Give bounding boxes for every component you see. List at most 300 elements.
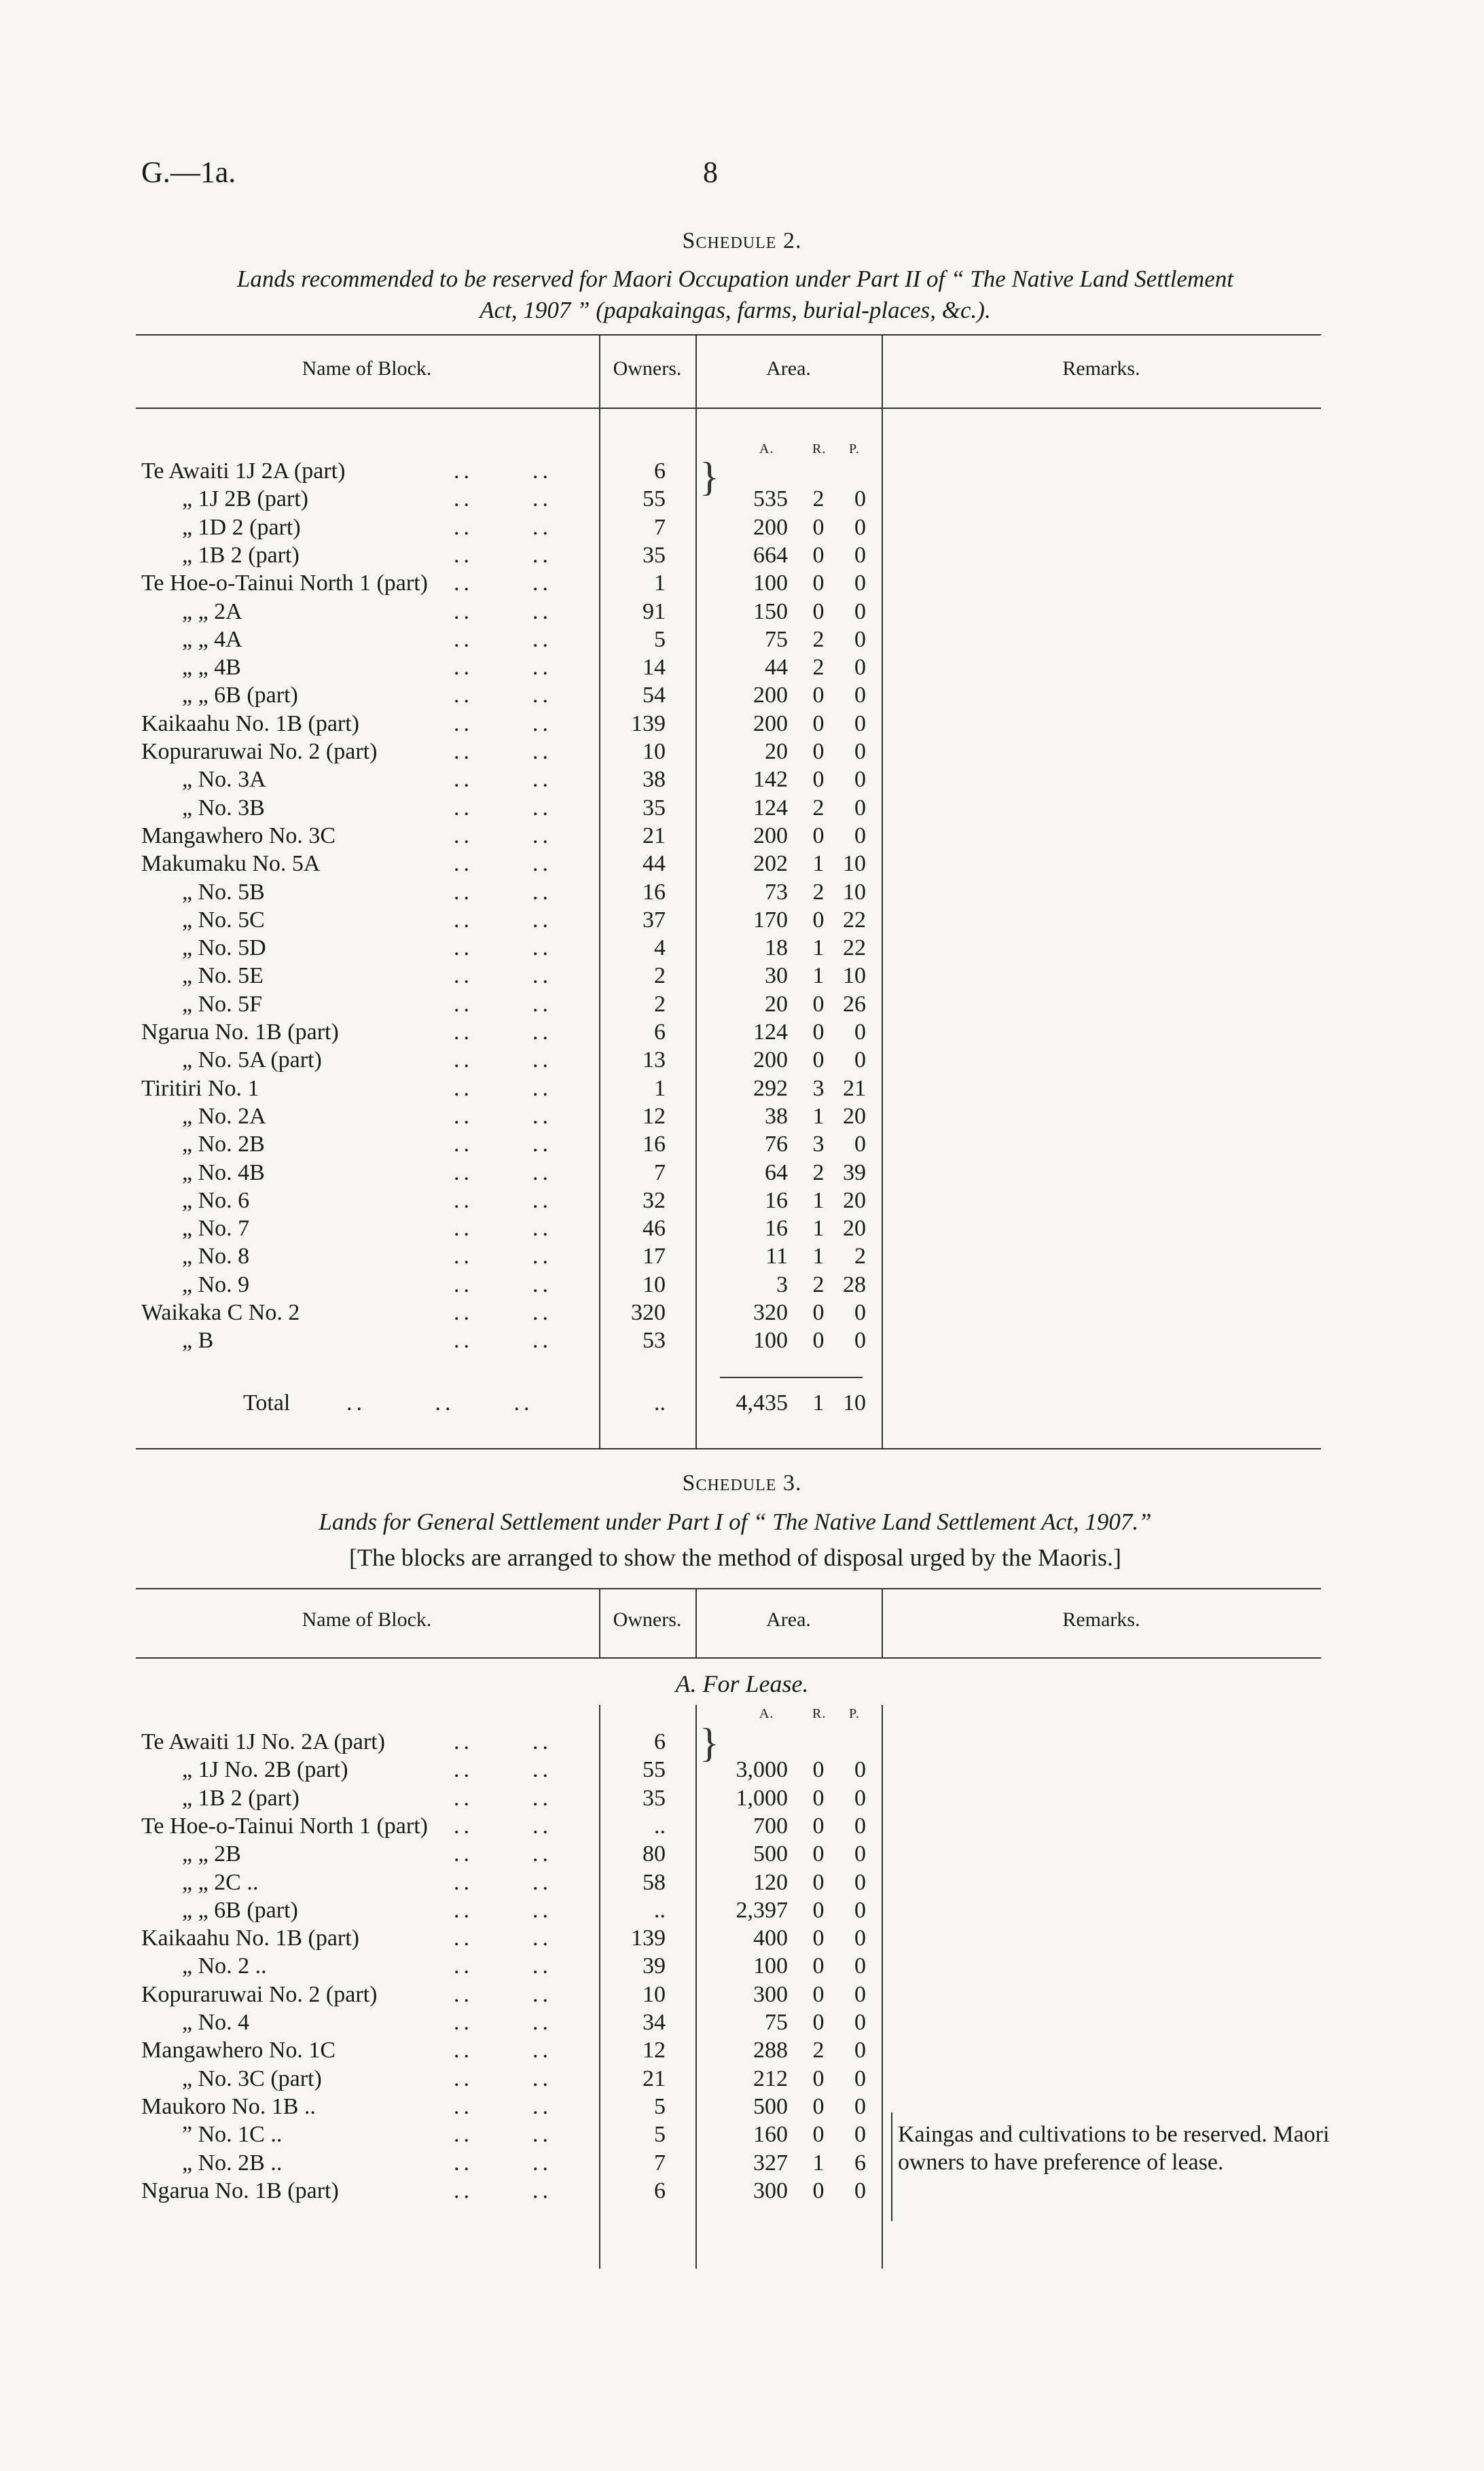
leader-dots: .. .. bbox=[454, 1020, 552, 1045]
owners-cell: 53 bbox=[643, 1328, 666, 1354]
leader-dots: .. .. bbox=[454, 767, 552, 793]
perches-cell: 0 bbox=[854, 1869, 866, 1895]
block-name: Makumaku No. 5A bbox=[141, 851, 321, 877]
table-row bbox=[0, 1214, 1484, 1242]
owners-cell: 39 bbox=[643, 1953, 666, 1979]
table-row bbox=[0, 794, 1484, 822]
leader-dots: .. .. bbox=[454, 1869, 552, 1895]
block-name: ” No. 1C .. bbox=[182, 2122, 283, 2148]
roods-cell: 0 bbox=[812, 1020, 825, 1045]
owners-cell: 16 bbox=[643, 879, 666, 905]
owners-cell: 12 bbox=[643, 2038, 666, 2063]
block-name: „ No. 6 bbox=[182, 1187, 250, 1213]
perches-cell: 0 bbox=[854, 767, 866, 793]
block-name: Kopuraruwai No. 2 (part) bbox=[141, 739, 378, 764]
acres-cell: 3,000 bbox=[736, 1757, 788, 1783]
leader-dots: .. .. bbox=[454, 1328, 552, 1354]
owners-cell: 35 bbox=[643, 795, 666, 820]
column-header-area: Area. bbox=[766, 357, 811, 380]
perches-cell: 22 bbox=[843, 907, 866, 933]
acres-cell: 200 bbox=[753, 1047, 788, 1073]
perches-cell: 0 bbox=[854, 1813, 866, 1839]
leader-dots: .. .. bbox=[454, 1187, 552, 1213]
leader-dots: .. .. bbox=[454, 1813, 552, 1839]
block-name: „ „ 2B bbox=[182, 1841, 241, 1867]
roods-cell: 3 bbox=[812, 1075, 825, 1101]
owners-cell: 1 bbox=[654, 571, 666, 596]
perches-cell: 0 bbox=[854, 2066, 866, 2091]
perches-cell: 0 bbox=[854, 598, 866, 624]
roods-cell: 0 bbox=[812, 2010, 825, 2035]
perches-cell: 0 bbox=[854, 795, 866, 820]
block-name: Te Awaiti 1J No. 2A (part) bbox=[141, 1729, 385, 1754]
leader-dots: .. .. bbox=[454, 935, 552, 961]
owners-cell: 17 bbox=[643, 1244, 666, 1269]
roods-cell: 1 bbox=[812, 1244, 825, 1269]
unit-acres: A. bbox=[759, 441, 774, 456]
roods-cell: 0 bbox=[812, 683, 825, 708]
block-name: „ B bbox=[182, 1328, 214, 1354]
roods-cell: 0 bbox=[812, 907, 825, 933]
leader-dots: .. .. bbox=[454, 571, 552, 596]
perches-cell: 0 bbox=[854, 2038, 866, 2063]
unit-acres: A. bbox=[759, 1706, 774, 1721]
table-row bbox=[0, 457, 1484, 485]
perches-cell: 0 bbox=[854, 2093, 866, 2119]
owners-cell: 21 bbox=[643, 2066, 666, 2091]
roods-cell: 0 bbox=[812, 2178, 825, 2203]
acres-cell: 20 bbox=[765, 991, 788, 1017]
acres-cell: 212 bbox=[753, 2066, 788, 2091]
perches-cell: 0 bbox=[854, 514, 866, 540]
perches-cell: 20 bbox=[843, 1103, 866, 1129]
roods-cell: 1 bbox=[812, 1187, 825, 1213]
block-name: „ No. 4B bbox=[182, 1159, 265, 1185]
block-name: „ „ 4B bbox=[182, 655, 241, 681]
table-rule bbox=[136, 408, 1321, 409]
unit-perches: P. bbox=[849, 1706, 860, 1721]
table-row bbox=[0, 1756, 1484, 1784]
roods-cell: 2 bbox=[812, 1159, 825, 1185]
table-row bbox=[0, 513, 1484, 541]
page-number: 8 bbox=[703, 156, 718, 189]
acres-cell: 18 bbox=[765, 935, 788, 961]
leader-dots: .. .. bbox=[454, 1981, 552, 2007]
perches-cell: 0 bbox=[854, 542, 866, 568]
leader-dots: .. .. bbox=[454, 823, 552, 848]
roods-cell: 0 bbox=[812, 514, 825, 540]
table-row bbox=[0, 2065, 1484, 2093]
acres-cell: 142 bbox=[753, 767, 788, 793]
block-name: Tiritiri No. 1 bbox=[141, 1075, 259, 1101]
roods-cell: 2 bbox=[812, 486, 825, 512]
leader-dots: .. .. bbox=[454, 2122, 552, 2148]
perches-cell: 0 bbox=[854, 1328, 866, 1354]
schedule2-subtitle-2: Act, 1907 ” (papakaingas, farms, burial-places, &c.). bbox=[479, 297, 991, 323]
leader-dots: .. .. bbox=[454, 851, 552, 877]
owners-cell: 58 bbox=[643, 1869, 666, 1895]
leader-dots: .. .. bbox=[454, 1103, 552, 1129]
roods-cell: 2 bbox=[812, 2038, 825, 2063]
table-row bbox=[0, 738, 1484, 765]
acres-cell: 320 bbox=[753, 1300, 788, 1325]
leader-dots: .. .. bbox=[454, 907, 552, 933]
perches-cell: 28 bbox=[843, 1271, 866, 1297]
column-header-remarks: Remarks. bbox=[1062, 357, 1140, 380]
roods-cell: 1 bbox=[812, 963, 825, 989]
table-row bbox=[0, 1130, 1484, 1158]
leader-dots: .. .. bbox=[454, 655, 552, 681]
leader-dots: .. .. bbox=[454, 2010, 552, 2035]
acres-cell: 100 bbox=[753, 1328, 788, 1354]
table-row bbox=[0, 1242, 1484, 1270]
table-row bbox=[0, 626, 1484, 653]
roods-cell: 0 bbox=[812, 767, 825, 793]
owners-cell: .. bbox=[654, 1897, 666, 1923]
roods-cell: 1 bbox=[812, 935, 825, 961]
block-name: „ 1J 2B (part) bbox=[182, 486, 309, 512]
block-name: Maukoro No. 1B .. bbox=[141, 2093, 316, 2119]
owners-cell: 32 bbox=[643, 1187, 666, 1213]
table-row bbox=[0, 1159, 1484, 1187]
owners-cell: 6 bbox=[654, 458, 666, 484]
leader-dots: .. .. bbox=[454, 1897, 552, 1923]
leader-dots: .. .. bbox=[454, 1244, 552, 1269]
schedule2-title: Schedule 2. bbox=[682, 228, 802, 253]
perches-cell: 0 bbox=[854, 823, 866, 848]
owners-cell: 38 bbox=[643, 767, 666, 793]
roods-cell: 0 bbox=[812, 598, 825, 624]
block-name: „ No. 3B bbox=[182, 795, 265, 820]
owners-cell: 91 bbox=[643, 598, 666, 624]
table-row bbox=[0, 541, 1484, 569]
table-row bbox=[0, 878, 1484, 906]
acres-cell: 700 bbox=[753, 1813, 788, 1839]
leader-dots: .. .. bbox=[454, 514, 552, 540]
perches-cell: 0 bbox=[854, 1300, 866, 1325]
roods-cell: 1 bbox=[812, 851, 825, 877]
block-name: „ No. 5B bbox=[182, 879, 265, 905]
perches-cell: 0 bbox=[854, 571, 866, 596]
leader-dots: .. .. bbox=[454, 626, 552, 652]
block-name: „ „ 6B (part) bbox=[182, 1897, 298, 1923]
table-row bbox=[0, 765, 1484, 793]
schedule3-remark: Kaingas and cultivations to be reserved. Maori owners to have preference of lease. bbox=[898, 2122, 1330, 2175]
acres-cell: 202 bbox=[753, 851, 788, 877]
table-row bbox=[0, 1952, 1484, 1980]
perches-cell: 0 bbox=[854, 1132, 866, 1157]
block-name: „ No. 5A (part) bbox=[182, 1047, 322, 1073]
roods-cell: 0 bbox=[812, 2066, 825, 2091]
leader-dots: .. .. bbox=[454, 1729, 552, 1754]
perches-cell: 0 bbox=[854, 1047, 866, 1073]
acres-cell: 11 bbox=[765, 1244, 788, 1269]
owners-cell: 16 bbox=[643, 1132, 666, 1157]
owners-cell: 6 bbox=[654, 1729, 666, 1754]
table-row bbox=[0, 653, 1484, 681]
block-name: „ No. 2B bbox=[182, 1132, 265, 1157]
perches-cell: 0 bbox=[854, 2178, 866, 2203]
roods-cell: 0 bbox=[812, 823, 825, 848]
roods-cell: 0 bbox=[812, 571, 825, 596]
perches-cell: 0 bbox=[854, 486, 866, 512]
leader-dots: .. .. bbox=[454, 2038, 552, 2063]
leader-dots: .. .. bbox=[454, 1785, 552, 1811]
table-row bbox=[0, 1812, 1484, 1840]
block-name: Te Awaiti 1J 2A (part) bbox=[141, 458, 346, 484]
acres-cell: 16 bbox=[765, 1187, 788, 1213]
leader-dots: .. .. bbox=[454, 1075, 552, 1101]
block-name: „ No. 5E bbox=[182, 963, 264, 989]
block-name: „ No. 5F bbox=[182, 991, 263, 1017]
acres-cell: 1,000 bbox=[736, 1785, 788, 1811]
table-row bbox=[0, 822, 1484, 850]
roods-cell: 0 bbox=[812, 710, 825, 736]
owners-cell: 34 bbox=[643, 2010, 666, 2035]
table-row bbox=[0, 2177, 1484, 2205]
leader-dots: .. .. bbox=[454, 2178, 552, 2203]
acres-cell: 160 bbox=[753, 2122, 788, 2148]
table-row bbox=[0, 598, 1484, 626]
acres-cell: 150 bbox=[753, 598, 788, 624]
owners-cell: 35 bbox=[643, 1785, 666, 1811]
roods-cell: 0 bbox=[812, 1300, 825, 1325]
brace: } bbox=[700, 1720, 719, 1765]
table-rule bbox=[136, 1657, 1321, 1659]
acres-cell: 38 bbox=[765, 1103, 788, 1129]
column-header-name: Name of Block. bbox=[302, 357, 432, 380]
acres-cell: 500 bbox=[753, 2093, 788, 2119]
acres-cell: 16 bbox=[765, 1216, 788, 1242]
table-row bbox=[0, 1075, 1484, 1102]
perches-cell: 0 bbox=[854, 1981, 866, 2007]
perches-cell: 20 bbox=[843, 1187, 866, 1213]
owners-cell: 14 bbox=[643, 655, 666, 681]
acres-cell: 20 bbox=[765, 739, 788, 764]
leader-dots: .. .. bbox=[454, 795, 552, 820]
total-rule bbox=[720, 1377, 863, 1378]
block-name: „ No. 3A bbox=[182, 767, 266, 793]
block-name: Waikaka C No. 2 bbox=[141, 1300, 300, 1325]
leader-dots: .. .. bbox=[454, 1953, 552, 1979]
acres-cell: 124 bbox=[753, 1020, 788, 1045]
leader-dots: .. .. bbox=[454, 1271, 552, 1297]
leader-dots: .. .. bbox=[454, 739, 552, 764]
block-name: Mangawhero No. 1C bbox=[141, 2038, 336, 2063]
perches-cell: 10 bbox=[843, 963, 866, 989]
roods-cell: 0 bbox=[812, 2093, 825, 2119]
table-row bbox=[0, 1840, 1484, 1868]
block-name: „ „ 6B (part) bbox=[182, 683, 298, 708]
acres-cell: 327 bbox=[753, 2150, 788, 2176]
owners-cell: 1 bbox=[654, 1075, 666, 1101]
owners-cell: 80 bbox=[643, 1841, 666, 1867]
table-row bbox=[0, 569, 1484, 597]
acres-cell: 64 bbox=[765, 1159, 788, 1185]
leader-dots: .. .. bbox=[454, 2150, 552, 2176]
owners-cell: 139 bbox=[631, 1926, 666, 1951]
perches-cell: 0 bbox=[854, 1841, 866, 1867]
acres-cell: 200 bbox=[753, 823, 788, 848]
leader-dots: .. .. bbox=[454, 598, 552, 624]
roods-cell: 0 bbox=[812, 1926, 825, 1951]
column-header-area: Area. bbox=[766, 1608, 811, 1631]
table-row bbox=[0, 1981, 1484, 2008]
leader-dots: .. .. bbox=[454, 683, 552, 708]
table-row bbox=[0, 1327, 1484, 1354]
block-name: „ No. 5C bbox=[182, 907, 265, 933]
roods-cell: 0 bbox=[812, 991, 825, 1017]
roods-cell: 3 bbox=[812, 1132, 825, 1157]
acres-cell: 3 bbox=[776, 1271, 788, 1297]
table-row bbox=[0, 485, 1484, 513]
leader-dots: .. .. bbox=[454, 1132, 552, 1157]
perches-cell: 0 bbox=[854, 1785, 866, 1811]
acres-cell: 200 bbox=[753, 514, 788, 540]
perches-cell: 0 bbox=[854, 655, 866, 681]
table-rule bbox=[136, 1588, 1321, 1589]
block-name: „ „ 2A bbox=[182, 598, 242, 624]
table-row bbox=[0, 1728, 1484, 1756]
acres-cell: 300 bbox=[753, 1981, 788, 2007]
owners-cell: 35 bbox=[643, 542, 666, 568]
block-name: „ No. 3C (part) bbox=[182, 2066, 322, 2091]
perches-cell: 0 bbox=[854, 1020, 866, 1045]
unit-roods: R. bbox=[812, 1706, 827, 1721]
acres-cell: 100 bbox=[753, 1953, 788, 1979]
table-row bbox=[0, 1018, 1484, 1046]
perches-cell: 21 bbox=[843, 1075, 866, 1101]
leader-dots: .. .. bbox=[454, 1216, 552, 1242]
roods-cell: 0 bbox=[812, 1785, 825, 1811]
acres-cell: 124 bbox=[753, 795, 788, 820]
owners-cell: 37 bbox=[643, 907, 666, 933]
table-row bbox=[0, 1271, 1484, 1299]
roods-cell: 2 bbox=[812, 626, 825, 652]
acres-cell: 76 bbox=[765, 1132, 788, 1157]
leader-dots: .. .. bbox=[454, 1926, 552, 1951]
owners-cell: 320 bbox=[631, 1300, 666, 1325]
acres-cell: 120 bbox=[753, 1869, 788, 1895]
acres-cell: 500 bbox=[753, 1841, 788, 1867]
table-row bbox=[0, 1102, 1484, 1130]
block-name: „ No. 2B .. bbox=[182, 2150, 283, 2176]
block-name: Te Hoe-o-Tainui North 1 (part) bbox=[141, 571, 428, 596]
perches-cell: 22 bbox=[843, 935, 866, 961]
perches-cell: 39 bbox=[843, 1159, 866, 1185]
leader-dots: .. .. bbox=[454, 1841, 552, 1867]
acres-cell: 300 bbox=[753, 2178, 788, 2203]
acres-cell: 2,397 bbox=[736, 1897, 788, 1923]
table-row bbox=[0, 962, 1484, 990]
total-acres: 4,435 bbox=[736, 1390, 788, 1415]
roods-cell: 0 bbox=[812, 1047, 825, 1073]
block-name: „ No. 9 bbox=[182, 1271, 250, 1297]
table-row bbox=[0, 1924, 1484, 1952]
block-name: „ 1J No. 2B (part) bbox=[182, 1757, 348, 1783]
block-name: Ngarua No. 1B (part) bbox=[141, 2178, 339, 2203]
column-header-owners: Owners. bbox=[613, 1608, 682, 1631]
roods-cell: 2 bbox=[812, 655, 825, 681]
table-row bbox=[0, 2036, 1484, 2064]
owners-cell: 55 bbox=[643, 486, 666, 512]
table-row bbox=[0, 906, 1484, 934]
leader-dots: .. .. bbox=[454, 2066, 552, 2091]
acres-cell: 288 bbox=[753, 2038, 788, 2063]
block-name: „ „ 2C .. bbox=[182, 1869, 259, 1895]
owners-cell: 21 bbox=[643, 823, 666, 848]
perches-cell: 0 bbox=[854, 739, 866, 764]
roods-cell: 2 bbox=[812, 879, 825, 905]
total-label: Total bbox=[243, 1390, 291, 1415]
block-name: Kaikaahu No. 1B (part) bbox=[141, 1926, 360, 1951]
acres-cell: 44 bbox=[765, 655, 788, 681]
acres-cell: 292 bbox=[753, 1075, 788, 1101]
owners-cell: 10 bbox=[643, 1271, 666, 1297]
perches-cell: 0 bbox=[854, 2010, 866, 2035]
perches-cell: 20 bbox=[843, 1216, 866, 1242]
acres-cell: 75 bbox=[765, 2010, 788, 2035]
perches-cell: 2 bbox=[854, 1244, 866, 1269]
owners-cell: 44 bbox=[643, 851, 666, 877]
table-row bbox=[0, 1869, 1484, 1896]
table-row bbox=[0, 850, 1484, 878]
block-name: Ngarua No. 1B (part) bbox=[141, 1020, 339, 1045]
block-name: „ No. 7 bbox=[182, 1216, 250, 1242]
owners-cell: .. bbox=[654, 1813, 666, 1839]
leader-dots: .. .. bbox=[454, 1047, 552, 1073]
owners-cell: 13 bbox=[643, 1047, 666, 1073]
owners-cell: 10 bbox=[643, 739, 666, 764]
owners-cell: 7 bbox=[654, 514, 666, 540]
perches-cell: 0 bbox=[854, 1926, 866, 1951]
roods-cell: 1 bbox=[812, 2150, 825, 2176]
block-name: Mangawhero No. 3C bbox=[141, 823, 336, 848]
leader-dots: .. .. bbox=[454, 458, 552, 484]
perches-cell: 0 bbox=[854, 626, 866, 652]
block-name: „ No. 2 .. bbox=[182, 1953, 267, 1979]
acres-cell: 200 bbox=[753, 710, 788, 736]
table-row bbox=[0, 934, 1484, 962]
roods-cell: 0 bbox=[812, 1869, 825, 1895]
schedule3-note: [The blocks are arranged to show the method of disposal urged by the Maoris.] bbox=[348, 1544, 1122, 1571]
leader-dots: .. .. bbox=[454, 542, 552, 568]
perches-cell: 10 bbox=[843, 879, 866, 905]
block-name: Kopuraruwai No. 2 (part) bbox=[141, 1981, 378, 2007]
roods-cell: 0 bbox=[812, 1897, 825, 1923]
owners-cell: 5 bbox=[654, 2093, 666, 2119]
acres-cell: 400 bbox=[753, 1926, 788, 1951]
table-row bbox=[0, 681, 1484, 709]
roods-cell: 1 bbox=[812, 1216, 825, 1242]
perches-cell: 6 bbox=[854, 2150, 866, 2176]
roods-cell: 0 bbox=[812, 1813, 825, 1839]
leader-dots: .. .. bbox=[454, 1757, 552, 1783]
schedule3-title: Schedule 3. bbox=[682, 1471, 802, 1496]
acres-cell: 75 bbox=[765, 626, 788, 652]
schedule2-subtitle-1: Lands recommended to be reserved for Maori Occupation under Part II of “ The Native Land Settlement bbox=[236, 266, 1234, 292]
total-owners: .. bbox=[654, 1390, 666, 1415]
block-name: „ 1D 2 (part) bbox=[182, 514, 301, 540]
owners-cell: 2 bbox=[654, 963, 666, 989]
roods-cell: 2 bbox=[812, 795, 825, 820]
leader-dots: .. .. bbox=[454, 1300, 552, 1325]
acres-cell: 200 bbox=[753, 683, 788, 708]
table-rule bbox=[136, 334, 1321, 336]
roods-cell: 0 bbox=[812, 1328, 825, 1354]
leader-dots: .. .. bbox=[454, 991, 552, 1017]
table-row bbox=[0, 1896, 1484, 1924]
